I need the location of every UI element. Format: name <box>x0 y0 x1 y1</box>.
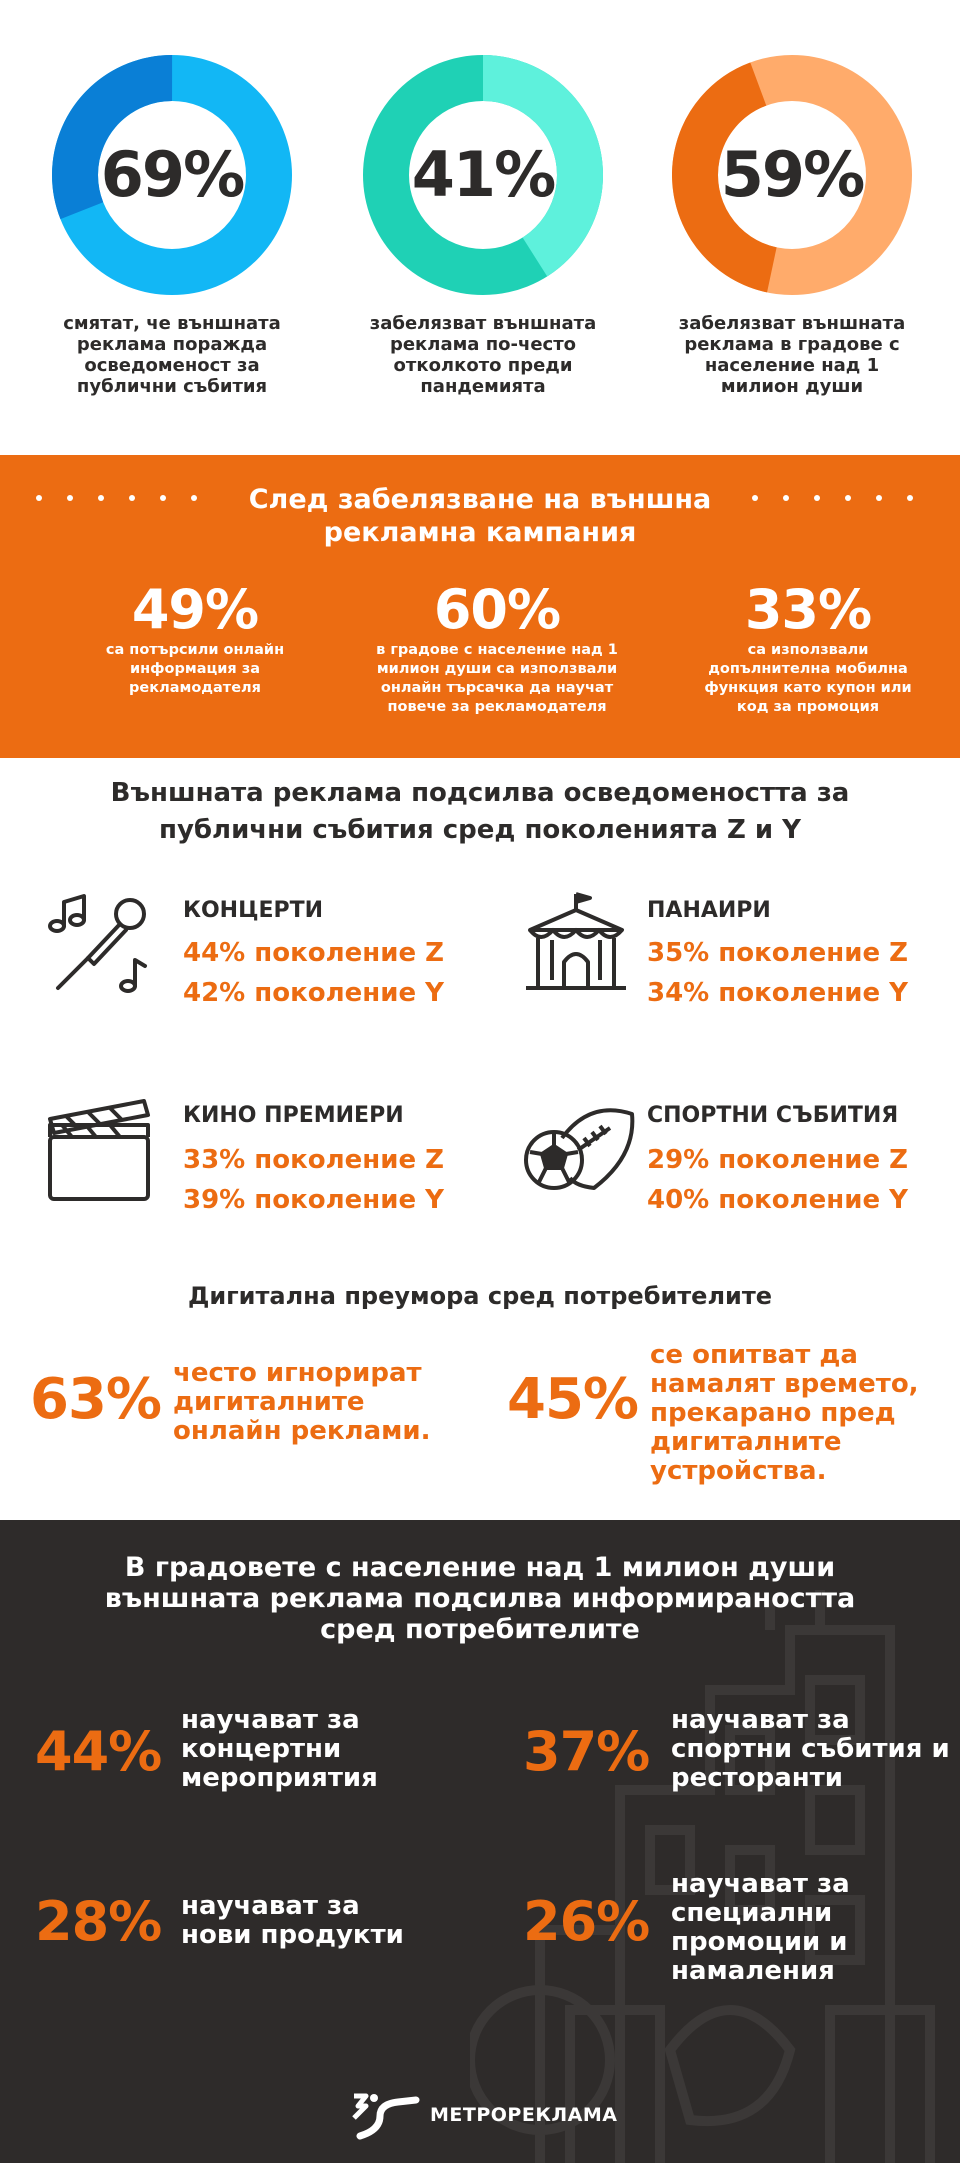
donut-chart-3 <box>672 55 912 295</box>
donut-value-1: 69% <box>100 138 244 211</box>
event-name-concerts: КОНЦЕРТИ <box>183 898 324 923</box>
music-microphone-icon <box>44 888 156 1000</box>
cities-section <box>0 1520 960 2163</box>
cities-text-3: научават за нови продукти <box>181 1891 404 1950</box>
generations-title: Външната реклама подсилва осведомеността за публични събития сред поколенията Z и Y <box>110 778 850 845</box>
sports-balls-icon <box>520 1100 640 1200</box>
campaign-stat-2 <box>357 578 637 717</box>
cities-value-3: 28% <box>35 1890 162 1953</box>
event-z-cinema: 33% поколение Z <box>183 1145 445 1175</box>
digital-title: Дигитална преумора сред потребителите <box>187 1282 773 1310</box>
event-z-fairs: 35% поколение Z <box>647 938 909 968</box>
campaign-stat-text: са потърсили онлайн информация за рекламодателя <box>105 642 285 696</box>
campaign-stat-text: са използвали допълнителна мобилна функция като купон или код за промоция <box>704 642 912 715</box>
cities-title: В градовете с население над 1 милион души външната реклама подсилва информираността сред потребителите <box>104 1552 856 1645</box>
logo-text: МЕТРОРЕКЛАМА <box>430 2104 618 2126</box>
digital-text-1: често игнорират дигиталните онлайн реклами. <box>173 1358 431 1446</box>
cities-text-1: научават за концертни мероприятия <box>181 1705 378 1793</box>
event-y-fairs: 34% поколение Y <box>647 978 908 1008</box>
cities-value-2: 37% <box>523 1720 650 1783</box>
donut-chart-2 <box>363 55 603 295</box>
circus-tent-icon <box>520 888 632 1000</box>
digital-value-1: 63% <box>30 1367 162 1432</box>
campaign-stat-3 <box>668 578 948 717</box>
event-name-cinema: КИНО ПРЕМИЕРИ <box>183 1103 404 1128</box>
donut-value-3: 59% <box>720 138 864 211</box>
campaign-stat-1 <box>55 578 335 698</box>
metroreklama-logo <box>350 2090 617 2140</box>
donut-value-2: 41% <box>411 138 555 211</box>
digital-value-2: 45% <box>507 1367 639 1432</box>
event-z-concerts: 44% поколение Z <box>183 938 445 968</box>
event-name-fairs: ПАНАИРИ <box>647 898 771 923</box>
clapperboard-icon <box>44 1095 156 1207</box>
cities-value-4: 26% <box>523 1890 650 1953</box>
donut-caption-2: забелязват външната реклама по-често отколкото преди пандемията <box>369 313 597 397</box>
cities-text-2: научават за спортни събития и ресторанти <box>671 1705 950 1793</box>
campaign-stat-value: 49% <box>131 578 259 641</box>
digital-text-2: се опитват да намалят времето, прекарано пред дигиталните устройства. <box>650 1340 919 1486</box>
campaign-stat-value: 60% <box>433 578 561 641</box>
event-y-concerts: 42% поколение Y <box>183 978 444 1008</box>
campaign-title: След забелязване на външна рекламна кампания <box>248 484 712 548</box>
cities-text-4: научават за специални промоции и намаления <box>671 1869 850 1986</box>
event-name-sports: СПОРТНИ СЪБИТИЯ <box>647 1103 899 1128</box>
event-z-sports: 29% поколение Z <box>647 1145 909 1175</box>
metroreklama-logo-icon <box>350 2090 420 2140</box>
donut-caption-3: забелязват външната реклама в градове с население над 1 милион души <box>678 313 906 397</box>
campaign-stat-value: 33% <box>744 578 872 641</box>
donut-caption-1: смятат, че външната реклама поражда осведоменост за публични събития <box>63 313 281 397</box>
donut-chart-1 <box>52 55 292 295</box>
event-y-cinema: 39% поколение Y <box>183 1185 444 1215</box>
event-y-sports: 40% поколение Y <box>647 1185 908 1215</box>
campaign-band <box>0 455 960 758</box>
cities-value-1: 44% <box>35 1720 162 1783</box>
campaign-stat-text: в градове с население над 1 милион души са използвали онлайн търсачка да научат повече за рекламодателя <box>376 642 618 715</box>
